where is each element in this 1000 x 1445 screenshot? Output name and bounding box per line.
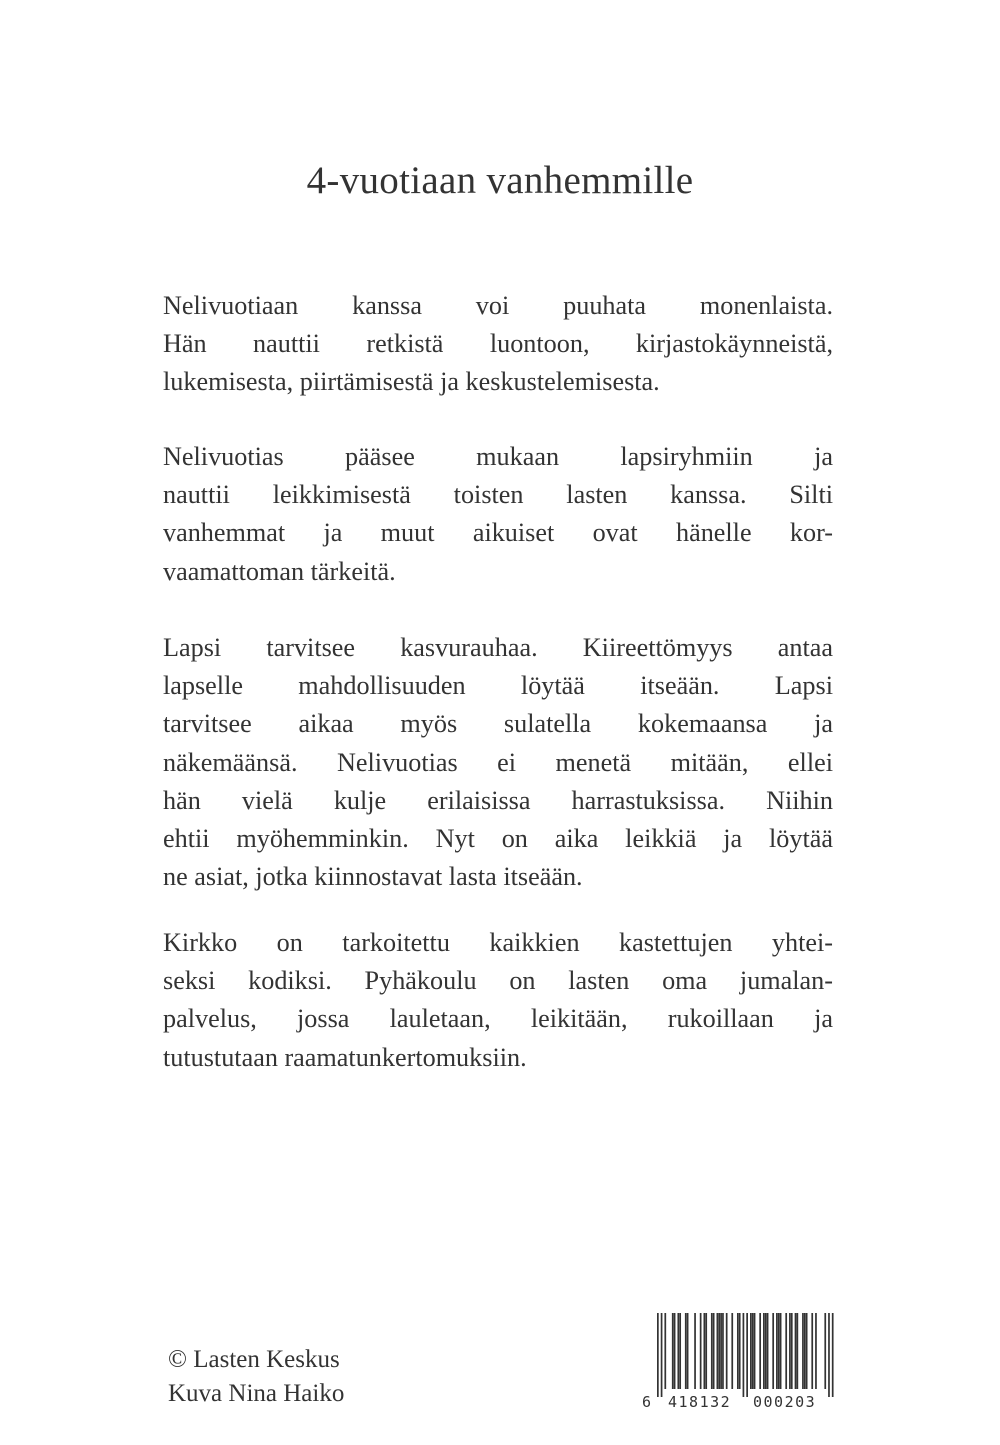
barcode-bar <box>795 1313 797 1389</box>
text-line: nauttii leikkimisestä toisten lasten kanssa. Silti <box>163 480 833 510</box>
barcode-bar <box>785 1313 787 1389</box>
barcode-right-digits: 000203 <box>753 1393 817 1410</box>
barcode-bar <box>731 1313 733 1389</box>
barcode-left-digits: 418132 <box>668 1393 732 1410</box>
barcode-bar <box>739 1313 741 1389</box>
barcode-bar <box>704 1313 706 1389</box>
text-line: ehtii myöhemminkin. Nyt on aika leikkiä ja löytää <box>163 824 833 854</box>
barcode-bar <box>763 1313 765 1389</box>
text-line: Kirkko on tarkoitettu kaikkien kastettujen yhtei- <box>163 928 833 957</box>
barcode-bar <box>685 1313 687 1389</box>
barcode-bar <box>776 1313 778 1389</box>
barcode-bar <box>815 1313 817 1389</box>
barcode-bar <box>717 1313 719 1389</box>
barcode-bar <box>789 1313 791 1389</box>
credits <box>168 1343 344 1411</box>
barcode-bar <box>657 1313 659 1397</box>
copyright-line: © Lasten Keskus <box>168 1346 340 1373</box>
text-line: tutustutaan raamatunkertomuksiin. <box>163 1042 527 1072</box>
text-line: Nelivuotiaan kanssa voi puuhata monenlaista. <box>163 291 833 320</box>
barcode-bar <box>806 1313 808 1389</box>
barcode-bar <box>772 1313 774 1389</box>
barcode-bar <box>664 1313 666 1389</box>
text-line: näkemäänsä. Nelivuotias ei menetä mitään, ellei <box>163 747 833 777</box>
barcode-bar <box>778 1313 780 1389</box>
paragraph-4 <box>163 924 833 1077</box>
barcode-bar <box>694 1313 696 1389</box>
barcode-bar <box>750 1313 752 1389</box>
barcode-bar <box>687 1313 689 1389</box>
photo-credit-line: Kuva Nina Haiko <box>168 1380 345 1407</box>
barcode-bar <box>726 1313 728 1389</box>
barcode-bar <box>746 1313 748 1397</box>
barcode-bar <box>797 1313 799 1389</box>
barcode-bar <box>661 1313 663 1397</box>
text-line: Nelivuotias pääsee mukaan lapsiryhmiin ja <box>163 442 833 471</box>
text-line: lapselle mahdollisuuden löytää itseään. Lapsi <box>163 671 833 701</box>
text-line: Lapsi tarvitsee kasvurauhaa. Kiireettömyys antaa <box>163 633 833 662</box>
barcode-bar <box>711 1313 713 1389</box>
barcode-bar <box>679 1313 681 1389</box>
text-line: seksi kodiksi. Pyhäkoulu on lasten oma jumalan- <box>163 966 833 996</box>
barcode-bar <box>674 1313 676 1389</box>
barcode-bar <box>705 1313 707 1389</box>
text-line: ne asiat, jotka kiinnostavat lasta itseään. <box>163 862 583 892</box>
barcode-bar <box>722 1313 724 1389</box>
barcode-bar <box>832 1313 834 1397</box>
barcode-bar <box>672 1313 674 1389</box>
text-line: vaamattoman tärkeitä. <box>163 556 396 586</box>
text-line: vanhemmat ja muut aikuiset ovat hänelle kor- <box>163 518 833 548</box>
barcode-bar <box>737 1313 739 1389</box>
barcode-bar <box>828 1313 830 1397</box>
barcode-bar <box>752 1313 754 1389</box>
page-title: 4-vuotiaan vanhemmille <box>306 159 694 202</box>
barcode-first-digit: 6 <box>642 1393 652 1410</box>
text-line: lukemisesta, piirtämisestä ja keskustelemisesta. <box>163 367 660 397</box>
barcode-bar <box>759 1313 761 1389</box>
barcode-bar <box>720 1313 722 1389</box>
barcode-bar <box>765 1313 767 1389</box>
barcode-bar <box>713 1313 715 1389</box>
text-line: palvelus, jossa lauletaan, leikitään, rukoillaan ja <box>163 1004 833 1034</box>
text-line: Hän nauttii retkistä luontoon, kirjastokäynneistä, <box>163 329 833 359</box>
paragraph-2 <box>163 438 833 591</box>
barcode-bar <box>791 1313 793 1389</box>
barcode-bar <box>824 1313 826 1389</box>
barcode-bar <box>677 1313 679 1389</box>
barcode-bar <box>743 1313 745 1397</box>
barcode-bar <box>802 1313 804 1389</box>
text-line: hän vielä kulje erilaisissa harrastuksissa. Niihin <box>163 785 833 815</box>
barcode-bar <box>804 1313 806 1389</box>
barcode-bar <box>811 1313 813 1389</box>
barcode-bar <box>767 1313 769 1389</box>
barcode <box>640 1310 840 1410</box>
paragraph-3 <box>163 629 833 896</box>
barcode-bar <box>780 1313 782 1389</box>
barcode-bar <box>718 1313 720 1389</box>
paragraph-1 <box>163 287 833 402</box>
text-line: tarvitsee aikaa myös sulatella kokemaansa ja <box>163 709 833 739</box>
barcode-graphic <box>640 1310 840 1410</box>
barcode-bar <box>700 1313 702 1389</box>
barcode-bar <box>754 1313 756 1389</box>
